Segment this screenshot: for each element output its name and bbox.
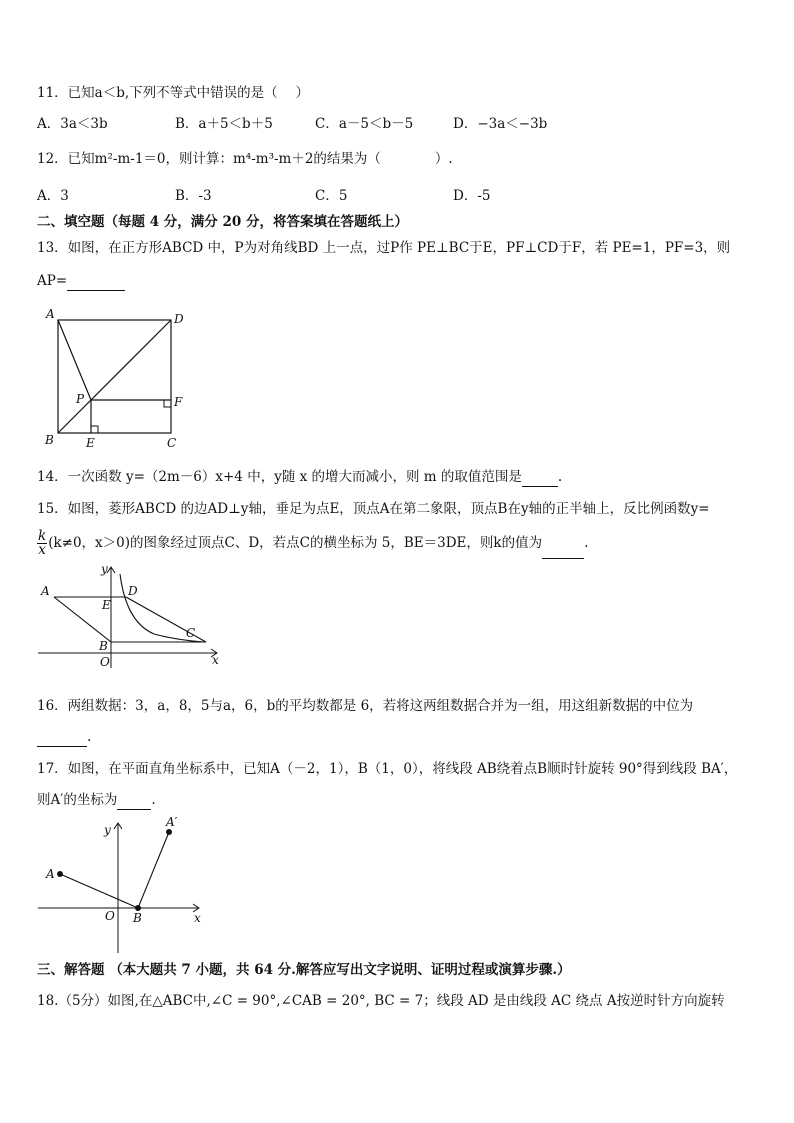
q13-diagonal-bd [58, 320, 171, 433]
q13-ap-label: AP= [37, 273, 68, 289]
q15-line1: 15．如图，菱形ABCD 的边AD⊥y轴，垂足为点E，顶点A在第二象限，顶点B在y轴的正半轴上，反比例函数y= [37, 501, 710, 517]
q12-option-c: C．5 [315, 188, 348, 204]
q13-label-a: A [46, 307, 55, 321]
q15-label-e: E [102, 598, 111, 612]
q15-label-y: y [101, 562, 108, 576]
q12-option-d: D．-5 [453, 188, 491, 204]
q14-line [37, 468, 562, 487]
q15-rhombus-figure [36, 560, 226, 672]
q13-segment-ap [58, 320, 91, 400]
q13-line2 [37, 272, 125, 291]
q11-option-b: B．a＋5＜b＋5 [175, 116, 273, 132]
q15-label-d: D [128, 584, 138, 598]
q17-label-y: y [104, 823, 111, 837]
q14-text: 14．一次函数 y=（2m－6）x+4 中，y随 x 的增大而减小，则 m 的取值范围是 [37, 469, 522, 485]
q11-option-c: C．a－5＜b－5 [315, 116, 414, 132]
q17-label-a-prime: A′ [166, 816, 178, 829]
q17-answer-blank [117, 791, 151, 810]
q15-fraction [37, 530, 47, 557]
q13-label-d: D [174, 312, 184, 326]
q17-point-a [57, 871, 63, 877]
q16-end: . [87, 729, 92, 745]
q13-right-angle-e [91, 426, 98, 433]
q13-label-b: B [45, 433, 54, 447]
q17-line2 [37, 791, 156, 810]
q17-line1: 17．如图，在平面直角坐标系中，已知A（－2，1），B（1，0），将线段 AB绕着点B顺时针旋转 90°得到线段 BA′， [37, 761, 738, 777]
q17-segment-ba-prime [138, 832, 169, 908]
q17-rotation-figure [36, 816, 211, 956]
section-3-heading: 三、解答题 （本大题共 7 小题，共 64 分.解答应写出文字说明、证明过程或演算步骤.） [37, 962, 571, 978]
q15-frac-num: k [38, 528, 47, 544]
section-2-heading: 二、填空题（每题 4 分，满分 20 分，将答案填在答题纸上） [37, 214, 408, 230]
q12-stem: 12．已知m²-m-1＝0，则计算：m⁴-m³-m＋2的结果为（ ）. [37, 151, 453, 167]
q13-label-e: E [86, 436, 95, 450]
q17-text: 则A′的坐标为 [37, 792, 118, 808]
q11-option-a: A．3a＜3b [37, 116, 108, 132]
q17-label-a: A [46, 867, 55, 881]
q15-frac-den: x [38, 542, 46, 558]
q15-line2 [37, 528, 588, 559]
q17-label-b: B [133, 911, 142, 925]
q17-label-o: O [105, 909, 115, 923]
q15-label-o: O [100, 655, 110, 669]
q12-option-b: B．-3 [175, 188, 212, 204]
q12-option-a: A．3 [37, 188, 69, 204]
q17-end: . [151, 792, 156, 808]
q13-right-angle-f [164, 400, 171, 407]
q16-answer-blank [37, 728, 87, 747]
q15-label-a: A [41, 584, 50, 598]
q17-label-x: x [194, 911, 201, 925]
q16-line2 [37, 728, 91, 747]
q13-label-c: C [167, 436, 177, 450]
q17-segment-ab [60, 874, 138, 908]
q15-label-b: B [99, 639, 108, 653]
q11-stem: 11．已知a＜b,下列不等式中错误的是（ ） [37, 85, 309, 101]
q15-label-x: x [212, 653, 219, 667]
q13-label-f: F [174, 395, 183, 409]
q14-answer-blank [522, 468, 558, 487]
q15-answer-blank [542, 528, 584, 559]
q13-line1: 13．如图，在正方形ABCD 中，P为对角线BD 上一点，过P作 PE⊥BC于E，PF⊥CD于F，若 PE=1，PF=3，则 [37, 240, 731, 256]
q17-point-a-prime [166, 829, 172, 835]
q16-line1: 16．两组数据：3，a，8，5与a，6，b的平均数都是 6，若将这两组数据合并为一组，用这组新数据的中位为 [37, 698, 694, 714]
q11-option-d: D．−3a＜−3b [453, 116, 548, 132]
q15-end: . [584, 535, 589, 551]
q15-text: (k≠0，x＞0)的图象经过顶点C、D，若点C的横坐标为 5，BE＝3DE，则k的值为 [48, 535, 543, 551]
q14-end: . [557, 469, 563, 485]
q13-square-figure [40, 305, 200, 455]
q13-answer-blank [67, 272, 125, 291]
q15-label-c: C [186, 626, 196, 640]
q18-text: 18.（5分）如图,在△ABC中,∠C = 90°,∠CAB = 20°, BC = 7；线段 AD 是由线段 AC 绕点 A按逆时针方向旋转 [37, 993, 725, 1009]
q13-label-p: P [76, 392, 85, 406]
